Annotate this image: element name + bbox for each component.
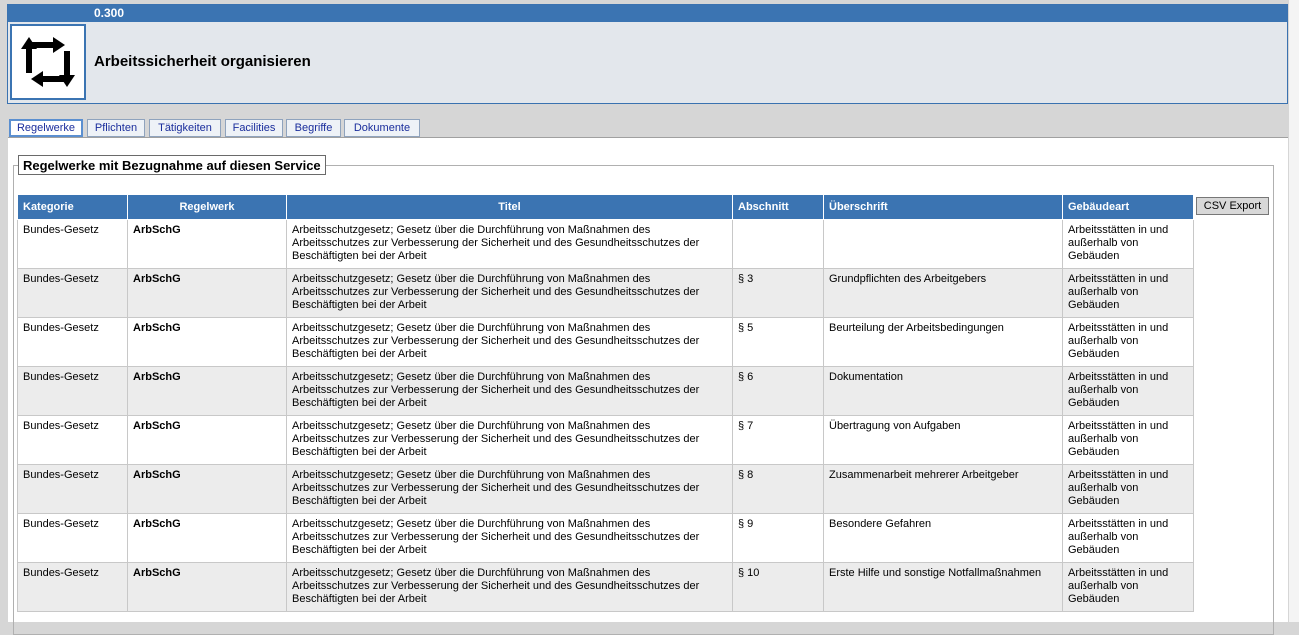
column-header-ueberschrift[interactable]: Überschrift [824, 195, 1063, 220]
section-legend: Regelwerke mit Bezugnahme auf diesen Service [18, 155, 326, 175]
tab-dokumente[interactable]: Dokumente [344, 119, 420, 137]
cell-gebaeudeart: Arbeitsstätten in und außerhalb von Gebäuden [1063, 563, 1194, 612]
regelwerke-table [17, 194, 1194, 612]
cell-gebaeudeart: Arbeitsstätten in und außerhalb von Gebäuden [1063, 318, 1194, 367]
cell-regelwerk: ArbSchG [128, 269, 287, 318]
cell-abschnitt: § 9 [733, 514, 824, 563]
table-row[interactable] [18, 220, 1194, 269]
cell-regelwerk: ArbSchG [128, 220, 287, 269]
cell-titel: Arbeitsschutzgesetz; Gesetz über die Durchführung von Maßnahmen des Arbeitsschutzes zur Verbesserung der Sicherheit und des Gesundheitsschutzes der Beschäftigten bei der Arbeit [287, 367, 733, 416]
table-row[interactable] [18, 514, 1194, 563]
service-logo [10, 24, 86, 100]
column-header-abschnitt[interactable]: Abschnitt [733, 195, 824, 220]
cell-abschnitt [733, 220, 824, 269]
cell-titel: Arbeitsschutzgesetz; Gesetz über die Durchführung von Maßnahmen des Arbeitsschutzes zur Verbesserung der Sicherheit und des Gesundheitsschutzes der Beschäftigten bei der Arbeit [287, 465, 733, 514]
cell-kategorie: Bundes-Gesetz [18, 465, 128, 514]
cell-regelwerk: ArbSchG [128, 367, 287, 416]
cell-gebaeudeart: Arbeitsstätten in und außerhalb von Gebäuden [1063, 269, 1194, 318]
cell-titel: Arbeitsschutzgesetz; Gesetz über die Durchführung von Maßnahmen des Arbeitsschutzes zur Verbesserung der Sicherheit und des Gesundheitsschutzes der Beschäftigten bei der Arbeit [287, 514, 733, 563]
table-row[interactable] [18, 563, 1194, 612]
cell-regelwerk: ArbSchG [128, 318, 287, 367]
cell-kategorie: Bundes-Gesetz [18, 367, 128, 416]
cell-regelwerk: ArbSchG [128, 563, 287, 612]
cell-kategorie: Bundes-Gesetz [18, 514, 128, 563]
cell-kategorie: Bundes-Gesetz [18, 220, 128, 269]
cell-abschnitt: § 7 [733, 416, 824, 465]
version-label: 0.300 [94, 6, 125, 20]
cell-titel: Arbeitsschutzgesetz; Gesetz über die Durchführung von Maßnahmen des Arbeitsschutzes zur Verbesserung der Sicherheit und des Gesundheitsschutzes der Beschäftigten bei der Arbeit [287, 416, 733, 465]
table-row[interactable] [18, 269, 1194, 318]
cell-regelwerk: ArbSchG [128, 514, 287, 563]
cell-abschnitt: § 5 [733, 318, 824, 367]
column-header-titel[interactable]: Titel [287, 195, 733, 220]
cell-titel: Arbeitsschutzgesetz; Gesetz über die Durchführung von Maßnahmen des Arbeitsschutzes zur Verbesserung der Sicherheit und des Gesundheitsschutzes der Beschäftigten bei der Arbeit [287, 269, 733, 318]
tab-begriffe[interactable]: Begriffe [286, 119, 341, 137]
cell-regelwerk: ArbSchG [128, 416, 287, 465]
cell-titel: Arbeitsschutzgesetz; Gesetz über die Durchführung von Maßnahmen des Arbeitsschutzes zur Verbesserung der Sicherheit und des Gesundheitsschutzes der Beschäftigten bei der Arbeit [287, 318, 733, 367]
cell-ueberschrift: Dokumentation [824, 367, 1063, 416]
cell-ueberschrift: Grundpflichten des Arbeitgebers [824, 269, 1063, 318]
cell-kategorie: Bundes-Gesetz [18, 416, 128, 465]
tab-facilities[interactable]: Facilities [225, 119, 283, 137]
cell-abschnitt: § 6 [733, 367, 824, 416]
cell-regelwerk: ArbSchG [128, 465, 287, 514]
cell-abschnitt: § 10 [733, 563, 824, 612]
cell-kategorie: Bundes-Gesetz [18, 269, 128, 318]
table-row[interactable] [18, 416, 1194, 465]
cell-titel: Arbeitsschutzgesetz; Gesetz über die Durchführung von Maßnahmen des Arbeitsschutzes zur Verbesserung der Sicherheit und des Gesundheitsschutzes der Beschäftigten bei der Arbeit [287, 220, 733, 269]
table-row[interactable] [18, 367, 1194, 416]
tab-taetigkeiten[interactable]: Tätigkeiten [149, 119, 221, 137]
table-header-row [18, 195, 1194, 220]
version-bar [8, 5, 1287, 22]
column-header-kategorie[interactable]: Kategorie [18, 195, 128, 220]
cycle-arrows-icon [15, 29, 81, 95]
cell-abschnitt: § 3 [733, 269, 824, 318]
cell-ueberschrift: Beurteilung der Arbeitsbedingungen [824, 318, 1063, 367]
cell-ueberschrift: Zusammenarbeit mehrerer Arbeitgeber [824, 465, 1063, 514]
cell-kategorie: Bundes-Gesetz [18, 563, 128, 612]
cell-gebaeudeart: Arbeitsstätten in und außerhalb von Gebäuden [1063, 465, 1194, 514]
scrollbar-track[interactable] [1289, 0, 1299, 622]
column-header-gebaeudeart[interactable]: Gebäudeart [1063, 195, 1194, 220]
table-row[interactable] [18, 318, 1194, 367]
cell-ueberschrift: Übertragung von Aufgaben [824, 416, 1063, 465]
cell-gebaeudeart: Arbeitsstätten in und außerhalb von Gebäuden [1063, 220, 1194, 269]
tab-content-panel [8, 137, 1288, 622]
cell-gebaeudeart: Arbeitsstätten in und außerhalb von Gebäuden [1063, 367, 1194, 416]
cell-ueberschrift: Besondere Gefahren [824, 514, 1063, 563]
cell-ueberschrift [824, 220, 1063, 269]
cell-gebaeudeart: Arbeitsstätten in und außerhalb von Gebäuden [1063, 416, 1194, 465]
column-header-regelwerk[interactable]: Regelwerk [128, 195, 287, 220]
csv-export-button[interactable]: CSV Export [1196, 197, 1269, 215]
cell-titel: Arbeitsschutzgesetz; Gesetz über die Durchführung von Maßnahmen des Arbeitsschutzes zur Verbesserung der Sicherheit und des Gesundheitsschutzes der Beschäftigten bei der Arbeit [287, 563, 733, 612]
page-title: Arbeitssicherheit organisieren [94, 53, 311, 70]
tab-pflichten[interactable]: Pflichten [87, 119, 145, 137]
cell-kategorie: Bundes-Gesetz [18, 318, 128, 367]
cell-ueberschrift: Erste Hilfe und sonstige Notfallmaßnahmen [824, 563, 1063, 612]
table-row[interactable] [18, 465, 1194, 514]
tab-regelwerke[interactable]: Regelwerke [9, 119, 83, 137]
cell-gebaeudeart: Arbeitsstätten in und außerhalb von Gebäuden [1063, 514, 1194, 563]
service-header [7, 4, 1288, 104]
cell-abschnitt: § 8 [733, 465, 824, 514]
